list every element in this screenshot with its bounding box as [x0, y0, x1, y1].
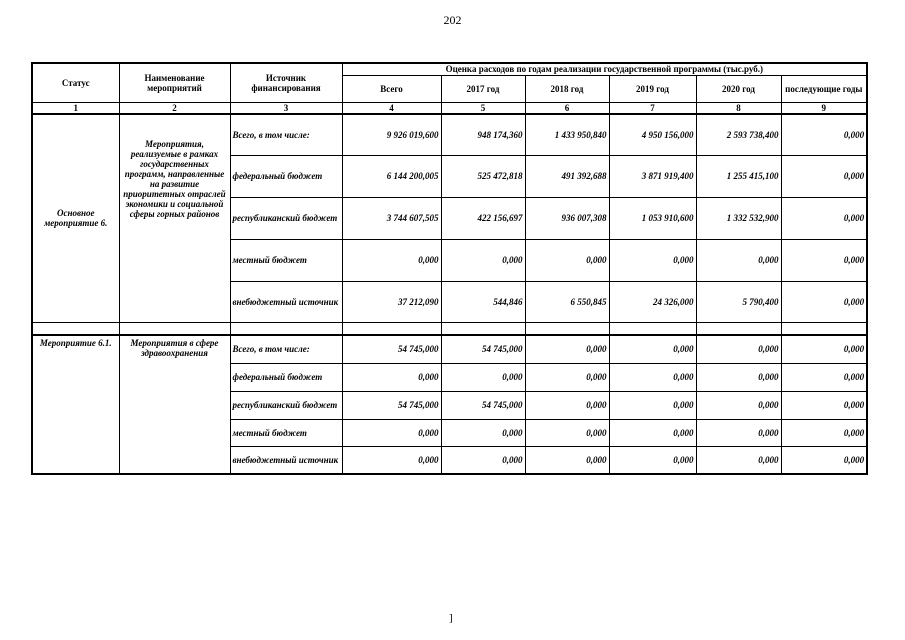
value-cell: 0,000 — [781, 155, 867, 197]
value-cell: 936 007,308 — [525, 197, 609, 239]
value-cell: 0,000 — [781, 419, 867, 446]
value-cell: 1 332 532,900 — [696, 197, 781, 239]
footer-mark: ] — [449, 612, 453, 624]
value-cell: 54 745,000 — [342, 391, 441, 419]
value-cell: 422 156,697 — [441, 197, 525, 239]
value-cell: 491 392,688 — [525, 155, 609, 197]
source-cell: местный бюджет — [230, 239, 342, 281]
col-number: 1 — [32, 102, 119, 114]
value-cell: 0,000 — [696, 363, 781, 391]
value-cell: 0,000 — [609, 239, 696, 281]
value-cell: 9 926 019,600 — [342, 114, 441, 155]
value-cell: 0,000 — [441, 446, 525, 474]
value-cell: 5 790,400 — [696, 281, 781, 322]
source-cell: Всего, в том числе: — [230, 335, 342, 363]
value-cell: 3 871 919,400 — [609, 155, 696, 197]
empty-cell — [609, 322, 696, 335]
source-cell: республиканский бюджет — [230, 391, 342, 419]
value-cell: 2 593 738,400 — [696, 114, 781, 155]
table-row — [32, 114, 867, 155]
col-number: 5 — [441, 102, 525, 114]
empty-cell — [230, 322, 342, 335]
section-status: Основное мероприятие 6. — [32, 114, 119, 322]
value-cell: 0,000 — [525, 446, 609, 474]
header-later-years: последующие годы — [781, 75, 867, 102]
value-cell: 4 950 156,000 — [609, 114, 696, 155]
empty-cell — [342, 322, 441, 335]
col-number: 2 — [119, 102, 230, 114]
value-cell: 0,000 — [525, 391, 609, 419]
value-cell: 0,000 — [342, 239, 441, 281]
value-cell: 37 212,090 — [342, 281, 441, 322]
source-cell: внебюджетный источник — [230, 281, 342, 322]
value-cell: 0,000 — [696, 335, 781, 363]
spacer-row — [32, 322, 867, 335]
value-cell: 0,000 — [525, 363, 609, 391]
value-cell: 0,000 — [696, 391, 781, 419]
value-cell: 1 433 950,840 — [525, 114, 609, 155]
empty-cell — [781, 322, 867, 335]
header-2017: 2017 год — [441, 75, 525, 102]
value-cell: 3 744 607,505 — [342, 197, 441, 239]
header-event-name: Наименование мероприятий — [119, 63, 230, 102]
section-event-name: Мероприятия, реализуемые в рамках государственных программ, направленные на развитие приоритетных отраслей экономики и социальной сферы горных районов — [119, 114, 230, 322]
source-cell: федеральный бюджет — [230, 363, 342, 391]
col-number: 9 — [781, 102, 867, 114]
value-cell: 54 745,000 — [342, 335, 441, 363]
value-cell: 0,000 — [696, 419, 781, 446]
value-cell: 0,000 — [781, 335, 867, 363]
value-cell: 0,000 — [781, 114, 867, 155]
empty-cell — [119, 322, 230, 335]
value-cell: 24 326,000 — [609, 281, 696, 322]
value-cell: 0,000 — [609, 446, 696, 474]
col-number: 3 — [230, 102, 342, 114]
value-cell: 0,000 — [696, 446, 781, 474]
value-cell: 1 255 415,100 — [696, 155, 781, 197]
header-2018: 2018 год — [525, 75, 609, 102]
value-cell: 6 550,845 — [525, 281, 609, 322]
value-cell: 0,000 — [781, 197, 867, 239]
source-cell: внебюджетный источник — [230, 446, 342, 474]
source-cell: местный бюджет — [230, 419, 342, 446]
value-cell: 0,000 — [609, 419, 696, 446]
empty-cell — [32, 322, 119, 335]
source-cell: Всего, в том числе: — [230, 114, 342, 155]
value-cell: 0,000 — [441, 419, 525, 446]
col-number: 4 — [342, 102, 441, 114]
value-cell: 0,000 — [525, 419, 609, 446]
header-estimate: Оценка расходов по годам реализации государственной программы (тыс.руб.) — [342, 63, 867, 75]
value-cell: 1 053 910,600 — [609, 197, 696, 239]
budget-table — [31, 62, 868, 475]
empty-cell — [441, 322, 525, 335]
value-cell: 0,000 — [696, 239, 781, 281]
col-number: 6 — [525, 102, 609, 114]
col-number: 8 — [696, 102, 781, 114]
header-source: Источник финансирования — [230, 63, 342, 102]
source-cell: федеральный бюджет — [230, 155, 342, 197]
value-cell: 0,000 — [781, 446, 867, 474]
value-cell: 525 472,818 — [441, 155, 525, 197]
header-2019: 2019 год — [609, 75, 696, 102]
source-cell: республиканский бюджет — [230, 197, 342, 239]
value-cell: 0,000 — [609, 391, 696, 419]
value-cell: 0,000 — [441, 363, 525, 391]
column-number-row — [32, 102, 867, 114]
empty-cell — [525, 322, 609, 335]
value-cell: 0,000 — [781, 391, 867, 419]
value-cell: 0,000 — [781, 363, 867, 391]
page-number: 202 — [443, 13, 462, 27]
col-number: 7 — [609, 102, 696, 114]
value-cell: 0,000 — [609, 363, 696, 391]
value-cell: 0,000 — [609, 335, 696, 363]
section-status: Мероприятие 6.1. — [32, 335, 119, 474]
value-cell: 544,846 — [441, 281, 525, 322]
header-2020: 2020 год — [696, 75, 781, 102]
value-cell: 0,000 — [342, 446, 441, 474]
value-cell: 6 144 200,005 — [342, 155, 441, 197]
value-cell: 0,000 — [342, 363, 441, 391]
value-cell: 0,000 — [781, 281, 867, 322]
section-event-name: Мероприятия в сфере здравоохранения — [119, 335, 230, 474]
empty-cell — [696, 322, 781, 335]
value-cell: 54 745,000 — [441, 335, 525, 363]
value-cell: 948 174,360 — [441, 114, 525, 155]
value-cell: 0,000 — [525, 335, 609, 363]
header-total: Всего — [342, 75, 441, 102]
value-cell: 0,000 — [342, 419, 441, 446]
value-cell: 0,000 — [525, 239, 609, 281]
table-row — [32, 335, 867, 363]
value-cell: 0,000 — [441, 239, 525, 281]
value-cell: 54 745,000 — [441, 391, 525, 419]
value-cell: 0,000 — [781, 239, 867, 281]
header-status: Статус — [32, 63, 119, 102]
